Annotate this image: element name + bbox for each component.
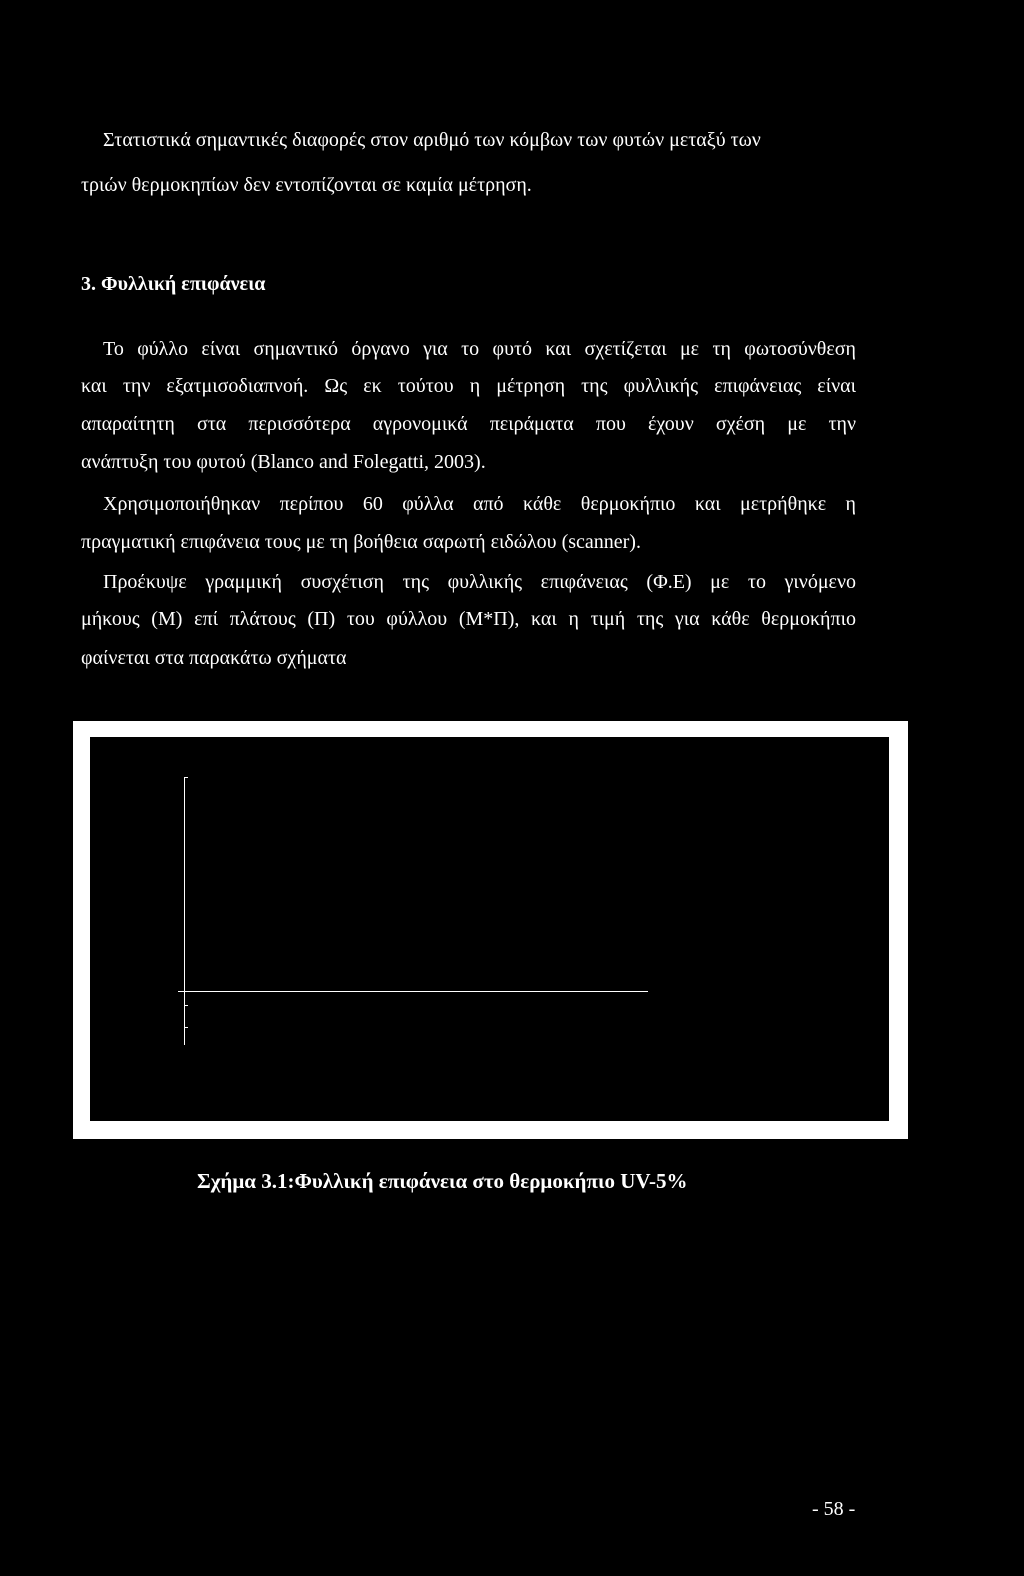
axis-tick [184, 1027, 188, 1028]
paragraph-line: Χρησιμοποιήθηκαν περίπου 60 φύλλα από κάθε θερμοκήπιο και μετρήθηκε η [103, 493, 856, 515]
paragraph-line: Στατιστικά σημαντικές διαφορές στον αριθμό των κόμβων των φυτών μεταξύ των [103, 129, 761, 151]
axis-tick [184, 1005, 188, 1006]
paragraph-line: πραγματική επιφάνεια τους με τη βοήθεια σαρωτή ειδώλου (scanner). [81, 531, 641, 553]
paragraph-line: Προέκυψε γραμμική συσχέτιση της φυλλικής επιφάνειας (Φ.Ε) με το γινόμενο [103, 571, 856, 593]
paragraph-line: φαίνεται στα παρακάτω σχήματα [81, 647, 347, 669]
paragraph-line: ανάπτυξη του φυτού (Blanco and Folegatti, 2003). [81, 451, 486, 473]
figure-caption: Σχήμα 3.1:Φυλλική επιφάνεια στο θερμοκήπιο UV-5% [197, 1169, 688, 1193]
figure-frame [73, 721, 908, 1139]
figure-plot-area [89, 736, 890, 1122]
section-heading: 3. Φυλλική επιφάνεια [81, 273, 266, 295]
axis-tick [184, 777, 188, 778]
chart-x-axis [178, 991, 648, 992]
paragraph-line: μήκους (Μ) επί πλάτους (Π) του φύλλου (Μ*Π), και η τιμή της για κάθε θερμοκήπιο [81, 608, 856, 630]
page-number: - 58 - [812, 1498, 856, 1520]
paragraph-line: Το φύλλο είναι σημαντικό όργανο για το φυτό και σχετίζεται με τη φωτοσύνθεση [103, 338, 856, 360]
paragraph-line: τριών θερμοκηπίων δεν εντοπίζονται σε καμία μέτρηση. [81, 174, 532, 196]
paragraph-line: απαραίτητη στα περισσότερα αγρονομικά πειράματα που έχουν σχέση με την [81, 413, 856, 435]
paragraph-line: και την εξατμισοδιαπνοή. Ως εκ τούτου η μέτρηση της φυλλικής επιφάνειας είναι [81, 375, 856, 397]
